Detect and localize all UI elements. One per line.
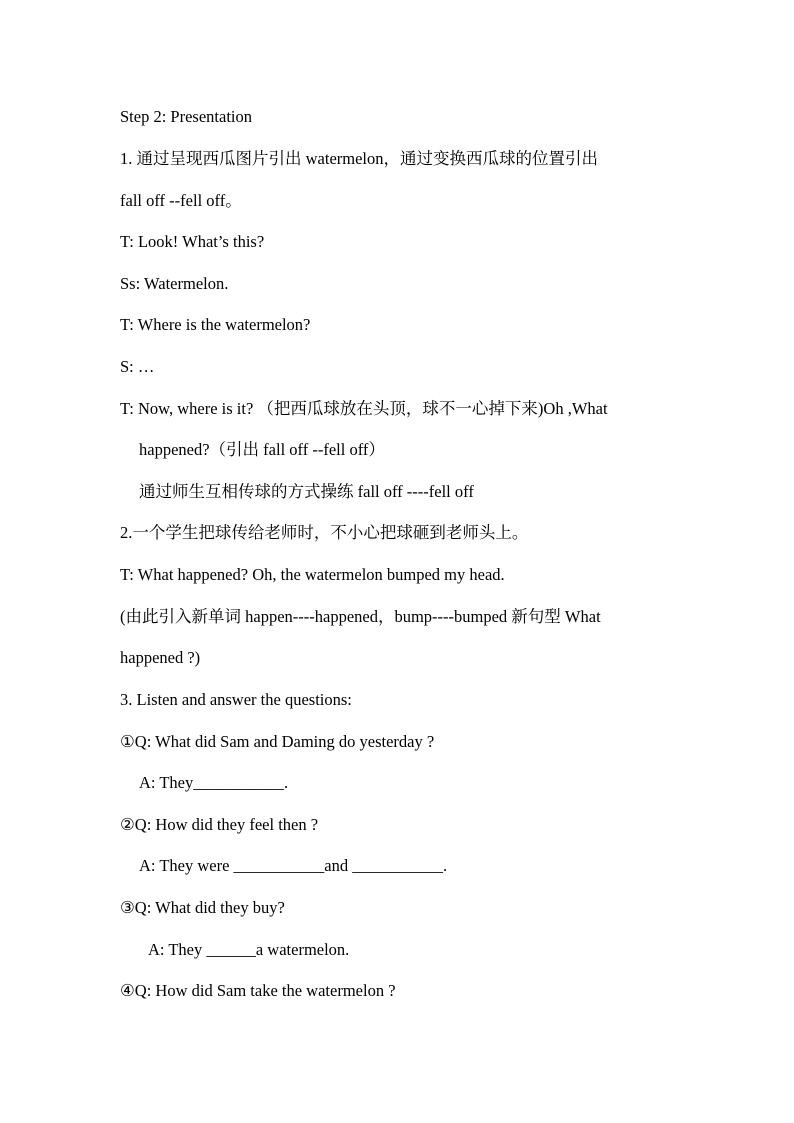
step-heading: Step 2: Presentation	[120, 107, 252, 126]
question-line: ②Q: How did they feel then ?	[120, 815, 319, 834]
paragraph-line: 2.一个学生把球传给老师时，不小心把球砸到老师头上。	[120, 523, 529, 542]
dialogue-line: T: Now, where is it? （把西瓜球放在头顶，球不一心掉下来)Oh ,What	[120, 399, 608, 418]
answer-line: A: They ______a watermelon.	[148, 940, 350, 959]
paragraph-line: (由此引入新单词 happen----happened，bump----bumped 新句型 What	[120, 607, 601, 626]
question-line: ④Q: How did Sam take the watermelon ?	[120, 981, 396, 1000]
dialogue-line: Ss: Watermelon.	[120, 274, 229, 293]
paragraph-line: 1. 通过呈现西瓜图片引出 watermelon，通过变换西瓜球的位置引出	[120, 149, 599, 168]
section-heading: 3. Listen and answer the questions:	[120, 690, 352, 709]
answer-line: A: They___________.	[139, 773, 289, 792]
dialogue-line: T: Where is the watermelon?	[120, 315, 311, 334]
question-line: ③Q: What did they buy?	[120, 898, 285, 917]
question-line: ①Q: What did Sam and Daming do yesterday ?	[120, 732, 435, 751]
paragraph-line: 通过师生互相传球的方式操练 fall off ----fell off	[139, 482, 474, 501]
dialogue-line: T: Look! What’s this?	[120, 232, 265, 251]
answer-line: A: They were ___________and ___________.	[139, 856, 448, 875]
dialogue-line: happened?（引出 fall off --fell off）	[139, 440, 385, 459]
paragraph-line: happened ?)	[120, 648, 201, 667]
dialogue-line: S: …	[120, 357, 155, 376]
paragraph-line: fall off --fell off。	[120, 191, 242, 210]
dialogue-line: T: What happened? Oh, the watermelon bumped my head.	[120, 565, 505, 584]
